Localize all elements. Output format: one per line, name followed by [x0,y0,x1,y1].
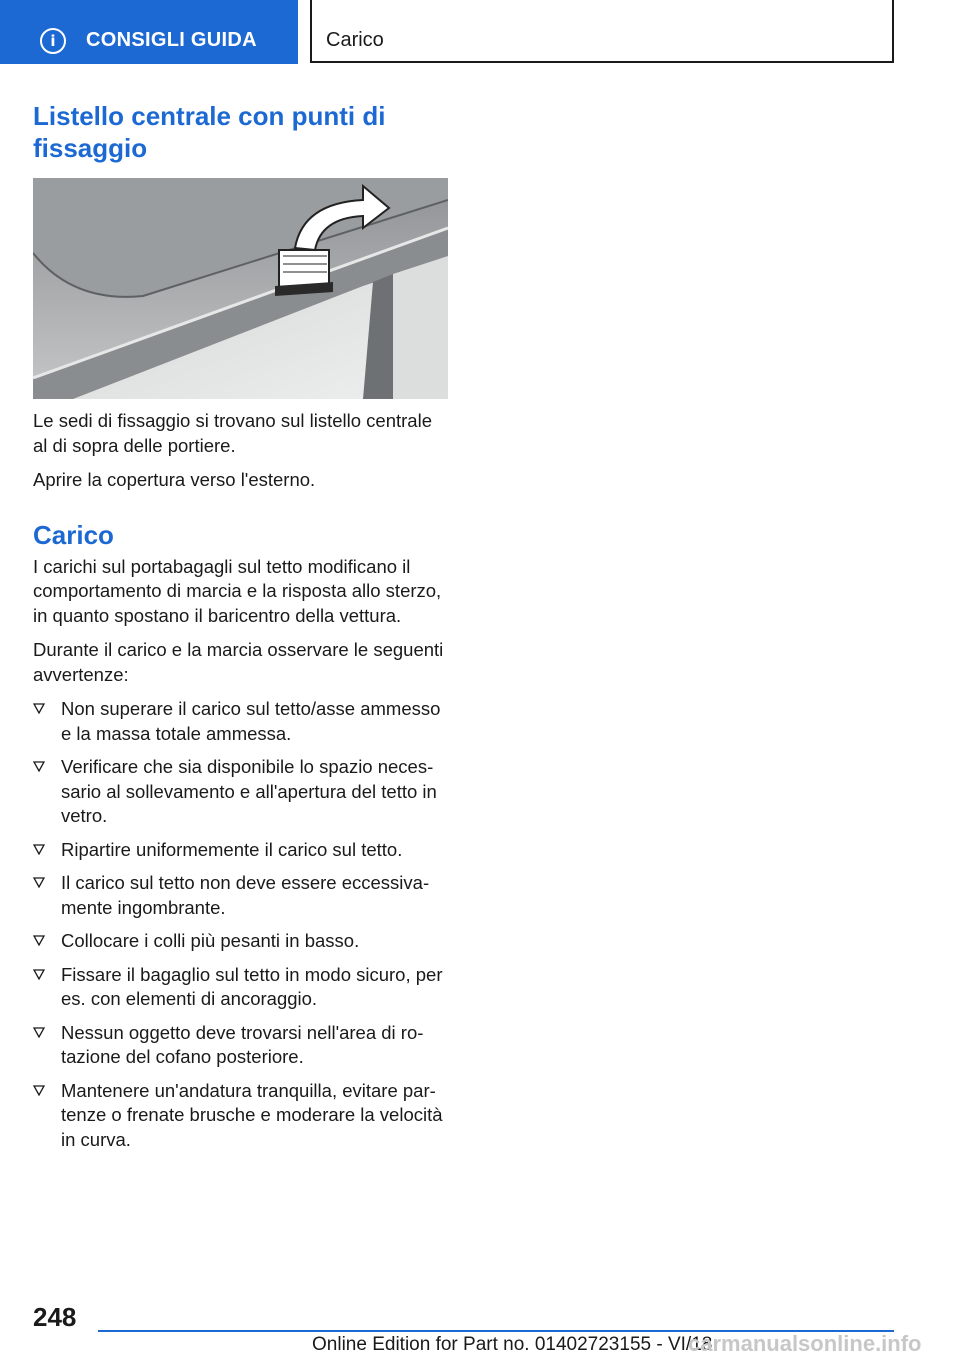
list-item: Verificare che sia disponibile lo spazio necessario al sollevamento e all'apertura del tetto in vetro. [33,755,449,829]
triangle-bullet-icon [33,872,47,892]
list-item: Mantenere un'andatura tranquilla, evitare partenze o frenate brusche e moderare la velocità in curva. [33,1079,449,1153]
triangle-bullet-icon [33,698,47,718]
chapter-tab-label: CONSIGLI GUIDA [86,29,257,51]
chapter-tab[interactable] [0,0,298,64]
heading-load: Carico [33,519,114,550]
paragraph: I carichi sul portabagagli sul tetto modificano il comportamento di marcia e la risposta allo sterzo, in quanto spostano il baricentro della vettura. [33,555,442,626]
paragraph: Durante il carico e la marcia osservare le seguenti avvertenze: [33,639,444,685]
page-content [33,100,449,1161]
list-item: Ripartire uniformemente il carico sul tetto. [33,838,449,863]
list-item: Il carico sul tetto non deve essere eccessivamente ingombrante. [33,871,449,920]
page-number: 248 [33,1302,77,1332]
triangle-bullet-icon [33,756,47,776]
section-title: Carico [326,29,384,51]
triangle-bullet-icon [33,964,47,984]
list-item: Fissare il bagaglio sul tetto in modo sicuro, per es. con elementi di ancoraggio. [33,963,449,1012]
list-item: Nessun oggetto deve trovarsi nell'area di rotazione del cofano posteriore. [33,1021,449,1070]
edition-text: Online Edition for Part no. 01402723155 - VI/18 [312,1334,713,1355]
section-header [310,0,894,63]
paragraph: Aprire la copertura verso l'esterno. [33,469,316,490]
info-icon: i [40,28,66,54]
triangle-bullet-icon [33,839,47,859]
list-item: Collocare i colli più pesanti in basso. [33,929,449,954]
triangle-bullet-icon [33,1080,47,1100]
list-item: Non superare il carico sul tetto/asse ammesso e la massa totale ammessa. [33,697,449,746]
warnings-list [33,697,449,1152]
site-watermark: carmanualsonline.info [688,1331,922,1356]
paragraph: Le sedi di fissaggio si trovano sul listello centrale al di sopra delle portiere. [33,410,432,456]
heading-fixing-points: Listello centrale con punti di fissaggio [33,101,386,163]
triangle-bullet-icon [33,1022,47,1042]
triangle-bullet-icon [33,930,47,950]
roof-rail-illustration [33,178,448,399]
